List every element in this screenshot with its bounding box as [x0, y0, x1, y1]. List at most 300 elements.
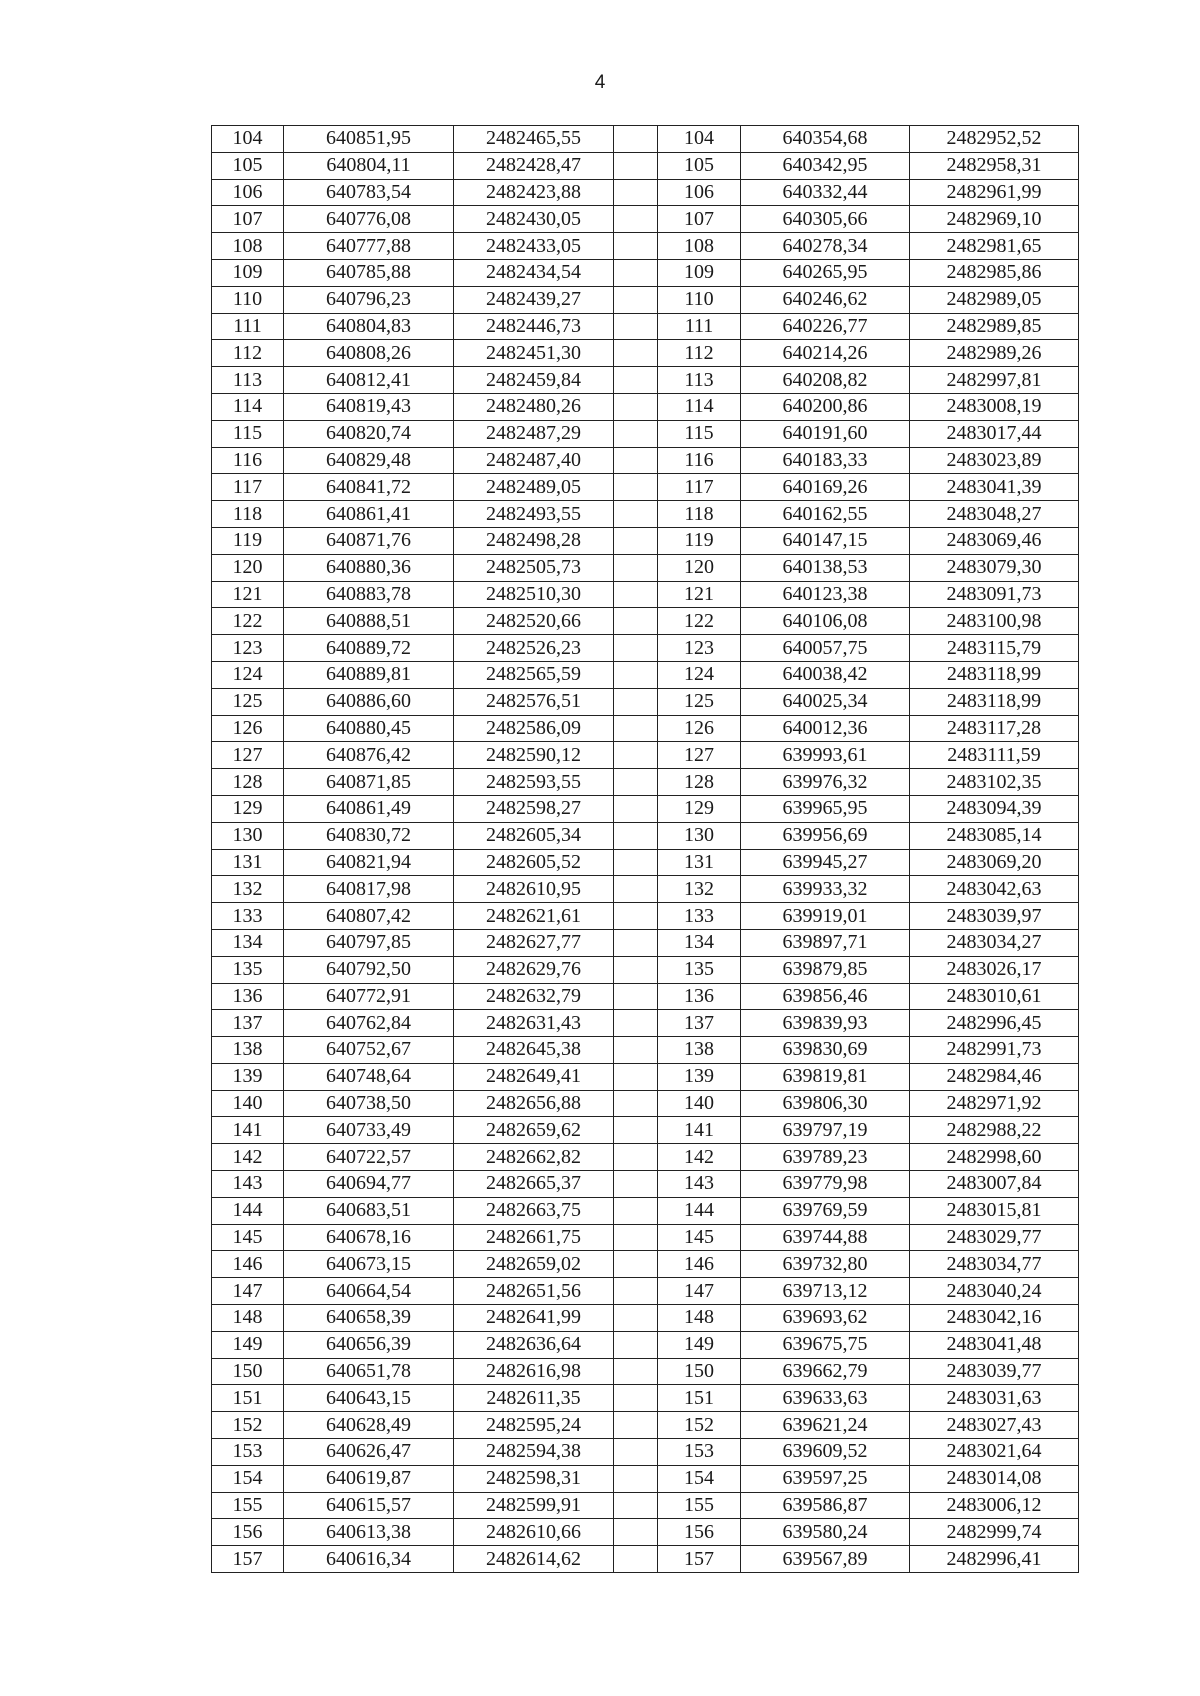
- left-x-coordinate-cell: 640777,88: [284, 233, 454, 260]
- right-point-number-cell: 138: [658, 1037, 741, 1064]
- right-x-coordinate-cell: 640305,66: [741, 206, 910, 233]
- table-row: [212, 447, 1079, 474]
- left-y-coordinate-cell: 2482480,26: [454, 393, 614, 420]
- right-x-coordinate-cell: 640162,55: [741, 501, 910, 528]
- left-y-coordinate-cell: 2482433,05: [454, 233, 614, 260]
- right-x-coordinate-cell: 640012,36: [741, 715, 910, 742]
- left-x-coordinate-cell: 640889,81: [284, 661, 454, 688]
- right-y-coordinate-cell: 2482988,22: [910, 1117, 1079, 1144]
- table-row: [212, 233, 1079, 260]
- empty-separator-cell: [614, 1251, 658, 1278]
- right-point-number-cell: 143: [658, 1171, 741, 1198]
- empty-separator-cell: [614, 1278, 658, 1305]
- left-x-coordinate-cell: 640861,49: [284, 795, 454, 822]
- right-y-coordinate-cell: 2483111,59: [910, 742, 1079, 769]
- right-y-coordinate-cell: 2483029,77: [910, 1224, 1079, 1251]
- left-y-coordinate-cell: 2482665,37: [454, 1171, 614, 1198]
- left-point-number-cell: 150: [212, 1358, 284, 1385]
- table-row: [212, 527, 1079, 554]
- empty-separator-cell: [614, 527, 658, 554]
- left-y-coordinate-cell: 2482614,62: [454, 1546, 614, 1573]
- right-point-number-cell: 151: [658, 1385, 741, 1412]
- left-y-coordinate-cell: 2482489,05: [454, 474, 614, 501]
- empty-separator-cell: [614, 822, 658, 849]
- right-x-coordinate-cell: 639662,79: [741, 1358, 910, 1385]
- right-x-coordinate-cell: 639713,12: [741, 1278, 910, 1305]
- left-point-number-cell: 141: [212, 1117, 284, 1144]
- table-row: [212, 340, 1079, 367]
- right-point-number-cell: 133: [658, 903, 741, 930]
- left-x-coordinate-cell: 640762,84: [284, 1010, 454, 1037]
- right-y-coordinate-cell: 2483034,27: [910, 929, 1079, 956]
- left-y-coordinate-cell: 2482459,84: [454, 367, 614, 394]
- right-y-coordinate-cell: 2483094,39: [910, 795, 1079, 822]
- empty-separator-cell: [614, 769, 658, 796]
- right-point-number-cell: 139: [658, 1063, 741, 1090]
- right-x-coordinate-cell: 639732,80: [741, 1251, 910, 1278]
- empty-separator-cell: [614, 447, 658, 474]
- table-row: [212, 1144, 1079, 1171]
- right-y-coordinate-cell: 2483023,89: [910, 447, 1079, 474]
- right-point-number-cell: 112: [658, 340, 741, 367]
- left-y-coordinate-cell: 2482487,29: [454, 420, 614, 447]
- empty-separator-cell: [614, 1305, 658, 1332]
- table-row: [212, 1063, 1079, 1090]
- left-y-coordinate-cell: 2482465,55: [454, 126, 614, 153]
- table-row: [212, 635, 1079, 662]
- left-x-coordinate-cell: 640772,91: [284, 983, 454, 1010]
- right-y-coordinate-cell: 2483008,19: [910, 393, 1079, 420]
- left-point-number-cell: 144: [212, 1197, 284, 1224]
- right-y-coordinate-cell: 2482996,41: [910, 1546, 1079, 1573]
- right-point-number-cell: 132: [658, 876, 741, 903]
- right-y-coordinate-cell: 2482985,86: [910, 259, 1079, 286]
- left-point-number-cell: 133: [212, 903, 284, 930]
- empty-separator-cell: [614, 474, 658, 501]
- left-point-number-cell: 108: [212, 233, 284, 260]
- left-point-number-cell: 130: [212, 822, 284, 849]
- left-point-number-cell: 132: [212, 876, 284, 903]
- left-point-number-cell: 104: [212, 126, 284, 153]
- table-row: [212, 1412, 1079, 1439]
- right-point-number-cell: 125: [658, 688, 741, 715]
- empty-separator-cell: [614, 126, 658, 153]
- right-y-coordinate-cell: 2483091,73: [910, 581, 1079, 608]
- left-y-coordinate-cell: 2482526,23: [454, 635, 614, 662]
- coordinates-table: [211, 125, 1079, 1573]
- empty-separator-cell: [614, 876, 658, 903]
- right-x-coordinate-cell: 639879,85: [741, 956, 910, 983]
- left-x-coordinate-cell: 640871,85: [284, 769, 454, 796]
- table-row: [212, 956, 1079, 983]
- right-point-number-cell: 108: [658, 233, 741, 260]
- table-row: [212, 1197, 1079, 1224]
- table-row: [212, 1358, 1079, 1385]
- left-y-coordinate-cell: 2482621,61: [454, 903, 614, 930]
- empty-separator-cell: [614, 554, 658, 581]
- left-point-number-cell: 124: [212, 661, 284, 688]
- left-point-number-cell: 138: [212, 1037, 284, 1064]
- left-point-number-cell: 137: [212, 1010, 284, 1037]
- table-row: [212, 126, 1079, 153]
- left-x-coordinate-cell: 640656,39: [284, 1331, 454, 1358]
- left-point-number-cell: 118: [212, 501, 284, 528]
- right-point-number-cell: 113: [658, 367, 741, 394]
- right-point-number-cell: 145: [658, 1224, 741, 1251]
- table-row: [212, 1492, 1079, 1519]
- right-y-coordinate-cell: 2483048,27: [910, 501, 1079, 528]
- empty-separator-cell: [614, 983, 658, 1010]
- right-x-coordinate-cell: 639976,32: [741, 769, 910, 796]
- left-y-coordinate-cell: 2482434,54: [454, 259, 614, 286]
- coordinates-table-body: [212, 126, 1079, 1573]
- right-y-coordinate-cell: 2483006,12: [910, 1492, 1079, 1519]
- right-point-number-cell: 142: [658, 1144, 741, 1171]
- table-row: [212, 474, 1079, 501]
- empty-separator-cell: [614, 1144, 658, 1171]
- left-y-coordinate-cell: 2482636,64: [454, 1331, 614, 1358]
- left-x-coordinate-cell: 640628,49: [284, 1412, 454, 1439]
- right-y-coordinate-cell: 2483102,35: [910, 769, 1079, 796]
- left-point-number-cell: 121: [212, 581, 284, 608]
- table-row: [212, 420, 1079, 447]
- table-row: [212, 286, 1079, 313]
- left-point-number-cell: 134: [212, 929, 284, 956]
- right-point-number-cell: 109: [658, 259, 741, 286]
- table-row: [212, 1251, 1079, 1278]
- left-point-number-cell: 128: [212, 769, 284, 796]
- empty-separator-cell: [614, 286, 658, 313]
- left-point-number-cell: 115: [212, 420, 284, 447]
- right-y-coordinate-cell: 2482989,85: [910, 313, 1079, 340]
- right-point-number-cell: 123: [658, 635, 741, 662]
- left-x-coordinate-cell: 640738,50: [284, 1090, 454, 1117]
- right-point-number-cell: 157: [658, 1546, 741, 1573]
- right-x-coordinate-cell: 640147,15: [741, 527, 910, 554]
- right-point-number-cell: 150: [658, 1358, 741, 1385]
- right-x-coordinate-cell: 640278,34: [741, 233, 910, 260]
- right-y-coordinate-cell: 2483039,97: [910, 903, 1079, 930]
- table-row: [212, 661, 1079, 688]
- right-point-number-cell: 134: [658, 929, 741, 956]
- empty-separator-cell: [614, 1224, 658, 1251]
- empty-separator-cell: [614, 661, 658, 688]
- left-y-coordinate-cell: 2482659,02: [454, 1251, 614, 1278]
- left-y-coordinate-cell: 2482659,62: [454, 1117, 614, 1144]
- right-x-coordinate-cell: 639586,87: [741, 1492, 910, 1519]
- left-y-coordinate-cell: 2482641,99: [454, 1305, 614, 1332]
- empty-separator-cell: [614, 1439, 658, 1466]
- right-point-number-cell: 106: [658, 179, 741, 206]
- left-x-coordinate-cell: 640643,15: [284, 1385, 454, 1412]
- right-y-coordinate-cell: 2483041,39: [910, 474, 1079, 501]
- left-point-number-cell: 143: [212, 1171, 284, 1198]
- right-y-coordinate-cell: 2483117,28: [910, 715, 1079, 742]
- right-x-coordinate-cell: 639580,24: [741, 1519, 910, 1546]
- left-point-number-cell: 131: [212, 849, 284, 876]
- left-y-coordinate-cell: 2482505,73: [454, 554, 614, 581]
- left-y-coordinate-cell: 2482661,75: [454, 1224, 614, 1251]
- right-point-number-cell: 107: [658, 206, 741, 233]
- left-y-coordinate-cell: 2482595,24: [454, 1412, 614, 1439]
- right-y-coordinate-cell: 2483118,99: [910, 661, 1079, 688]
- right-x-coordinate-cell: 639919,01: [741, 903, 910, 930]
- empty-separator-cell: [614, 688, 658, 715]
- empty-separator-cell: [614, 581, 658, 608]
- right-x-coordinate-cell: 640106,08: [741, 608, 910, 635]
- left-y-coordinate-cell: 2482565,59: [454, 661, 614, 688]
- right-point-number-cell: 119: [658, 527, 741, 554]
- left-point-number-cell: 142: [212, 1144, 284, 1171]
- left-x-coordinate-cell: 640673,15: [284, 1251, 454, 1278]
- left-y-coordinate-cell: 2482663,75: [454, 1197, 614, 1224]
- empty-separator-cell: [614, 903, 658, 930]
- right-y-coordinate-cell: 2483100,98: [910, 608, 1079, 635]
- empty-separator-cell: [614, 420, 658, 447]
- left-y-coordinate-cell: 2482605,34: [454, 822, 614, 849]
- right-point-number-cell: 127: [658, 742, 741, 769]
- left-x-coordinate-cell: 640880,45: [284, 715, 454, 742]
- right-point-number-cell: 105: [658, 152, 741, 179]
- left-point-number-cell: 136: [212, 983, 284, 1010]
- left-x-coordinate-cell: 640861,41: [284, 501, 454, 528]
- table-row: [212, 1519, 1079, 1546]
- right-x-coordinate-cell: 639693,62: [741, 1305, 910, 1332]
- right-x-coordinate-cell: 639797,19: [741, 1117, 910, 1144]
- right-point-number-cell: 141: [658, 1117, 741, 1144]
- right-y-coordinate-cell: 2482984,46: [910, 1063, 1079, 1090]
- left-x-coordinate-cell: 640851,95: [284, 126, 454, 153]
- right-y-coordinate-cell: 2482981,65: [910, 233, 1079, 260]
- left-y-coordinate-cell: 2482430,05: [454, 206, 614, 233]
- left-y-coordinate-cell: 2482632,79: [454, 983, 614, 1010]
- left-point-number-cell: 107: [212, 206, 284, 233]
- empty-separator-cell: [614, 1117, 658, 1144]
- left-point-number-cell: 116: [212, 447, 284, 474]
- table-row: [212, 688, 1079, 715]
- left-y-coordinate-cell: 2482576,51: [454, 688, 614, 715]
- left-x-coordinate-cell: 640678,16: [284, 1224, 454, 1251]
- right-x-coordinate-cell: 639830,69: [741, 1037, 910, 1064]
- left-y-coordinate-cell: 2482594,38: [454, 1439, 614, 1466]
- empty-separator-cell: [614, 715, 658, 742]
- empty-separator-cell: [614, 929, 658, 956]
- left-x-coordinate-cell: 640796,23: [284, 286, 454, 313]
- right-point-number-cell: 126: [658, 715, 741, 742]
- right-point-number-cell: 156: [658, 1519, 741, 1546]
- left-y-coordinate-cell: 2482631,43: [454, 1010, 614, 1037]
- right-x-coordinate-cell: 639779,98: [741, 1171, 910, 1198]
- right-x-coordinate-cell: 639956,69: [741, 822, 910, 849]
- table-row: [212, 1465, 1079, 1492]
- left-point-number-cell: 146: [212, 1251, 284, 1278]
- left-point-number-cell: 156: [212, 1519, 284, 1546]
- empty-separator-cell: [614, 1010, 658, 1037]
- right-x-coordinate-cell: 640138,53: [741, 554, 910, 581]
- page-number: 4: [594, 72, 606, 93]
- left-x-coordinate-cell: 640804,83: [284, 313, 454, 340]
- left-y-coordinate-cell: 2482423,88: [454, 179, 614, 206]
- left-x-coordinate-cell: 640821,94: [284, 849, 454, 876]
- left-x-coordinate-cell: 640807,42: [284, 903, 454, 930]
- right-point-number-cell: 128: [658, 769, 741, 796]
- table-row: [212, 152, 1079, 179]
- right-x-coordinate-cell: 640214,26: [741, 340, 910, 367]
- right-y-coordinate-cell: 2482969,10: [910, 206, 1079, 233]
- table-row: [212, 715, 1079, 742]
- right-x-coordinate-cell: 639993,61: [741, 742, 910, 769]
- empty-separator-cell: [614, 1492, 658, 1519]
- left-x-coordinate-cell: 640776,08: [284, 206, 454, 233]
- right-point-number-cell: 147: [658, 1278, 741, 1305]
- right-point-number-cell: 122: [658, 608, 741, 635]
- left-point-number-cell: 117: [212, 474, 284, 501]
- empty-separator-cell: [614, 1385, 658, 1412]
- left-point-number-cell: 125: [212, 688, 284, 715]
- left-y-coordinate-cell: 2482629,76: [454, 956, 614, 983]
- left-point-number-cell: 123: [212, 635, 284, 662]
- left-x-coordinate-cell: 640797,85: [284, 929, 454, 956]
- left-x-coordinate-cell: 640792,50: [284, 956, 454, 983]
- empty-separator-cell: [614, 956, 658, 983]
- right-y-coordinate-cell: 2482971,92: [910, 1090, 1079, 1117]
- right-point-number-cell: 146: [658, 1251, 741, 1278]
- right-x-coordinate-cell: 639933,32: [741, 876, 910, 903]
- right-point-number-cell: 121: [658, 581, 741, 608]
- left-x-coordinate-cell: 640694,77: [284, 1171, 454, 1198]
- empty-separator-cell: [614, 1063, 658, 1090]
- right-point-number-cell: 153: [658, 1439, 741, 1466]
- empty-separator-cell: [614, 340, 658, 367]
- table-row: [212, 929, 1079, 956]
- table-row: [212, 1278, 1079, 1305]
- right-point-number-cell: 135: [658, 956, 741, 983]
- right-x-coordinate-cell: 640332,44: [741, 179, 910, 206]
- right-x-coordinate-cell: 639621,24: [741, 1412, 910, 1439]
- empty-separator-cell: [614, 1197, 658, 1224]
- left-x-coordinate-cell: 640819,43: [284, 393, 454, 420]
- table-row: [212, 769, 1079, 796]
- right-x-coordinate-cell: 640183,33: [741, 447, 910, 474]
- table-row: [212, 554, 1079, 581]
- left-y-coordinate-cell: 2482616,98: [454, 1358, 614, 1385]
- right-point-number-cell: 140: [658, 1090, 741, 1117]
- right-x-coordinate-cell: 640038,42: [741, 661, 910, 688]
- right-x-coordinate-cell: 640200,86: [741, 393, 910, 420]
- right-point-number-cell: 124: [658, 661, 741, 688]
- right-x-coordinate-cell: 640265,95: [741, 259, 910, 286]
- right-y-coordinate-cell: 2483039,77: [910, 1358, 1079, 1385]
- left-point-number-cell: 157: [212, 1546, 284, 1573]
- left-x-coordinate-cell: 640883,78: [284, 581, 454, 608]
- right-y-coordinate-cell: 2482996,45: [910, 1010, 1079, 1037]
- table-row: [212, 795, 1079, 822]
- empty-separator-cell: [614, 1090, 658, 1117]
- left-x-coordinate-cell: 640886,60: [284, 688, 454, 715]
- right-y-coordinate-cell: 2483021,64: [910, 1439, 1079, 1466]
- empty-separator-cell: [614, 367, 658, 394]
- left-x-coordinate-cell: 640683,51: [284, 1197, 454, 1224]
- right-y-coordinate-cell: 2483017,44: [910, 420, 1079, 447]
- right-y-coordinate-cell: 2482989,05: [910, 286, 1079, 313]
- table-row: [212, 1171, 1079, 1198]
- left-point-number-cell: 110: [212, 286, 284, 313]
- left-x-coordinate-cell: 640871,76: [284, 527, 454, 554]
- right-y-coordinate-cell: 2482958,31: [910, 152, 1079, 179]
- left-y-coordinate-cell: 2482510,30: [454, 581, 614, 608]
- table-row: [212, 822, 1079, 849]
- right-y-coordinate-cell: 2483015,81: [910, 1197, 1079, 1224]
- right-y-coordinate-cell: 2482999,74: [910, 1519, 1079, 1546]
- left-x-coordinate-cell: 640722,57: [284, 1144, 454, 1171]
- left-y-coordinate-cell: 2482593,55: [454, 769, 614, 796]
- left-point-number-cell: 149: [212, 1331, 284, 1358]
- left-x-coordinate-cell: 640889,72: [284, 635, 454, 662]
- left-point-number-cell: 147: [212, 1278, 284, 1305]
- left-x-coordinate-cell: 640616,34: [284, 1546, 454, 1573]
- left-y-coordinate-cell: 2482586,09: [454, 715, 614, 742]
- right-point-number-cell: 131: [658, 849, 741, 876]
- left-point-number-cell: 127: [212, 742, 284, 769]
- right-x-coordinate-cell: 640123,38: [741, 581, 910, 608]
- empty-separator-cell: [614, 849, 658, 876]
- left-y-coordinate-cell: 2482605,52: [454, 849, 614, 876]
- right-x-coordinate-cell: 640342,95: [741, 152, 910, 179]
- left-x-coordinate-cell: 640664,54: [284, 1278, 454, 1305]
- right-x-coordinate-cell: 639675,75: [741, 1331, 910, 1358]
- left-y-coordinate-cell: 2482649,41: [454, 1063, 614, 1090]
- empty-separator-cell: [614, 501, 658, 528]
- table-row: [212, 1331, 1079, 1358]
- left-point-number-cell: 122: [212, 608, 284, 635]
- left-point-number-cell: 148: [212, 1305, 284, 1332]
- empty-separator-cell: [614, 1519, 658, 1546]
- table-row: [212, 259, 1079, 286]
- right-y-coordinate-cell: 2483069,20: [910, 849, 1079, 876]
- left-y-coordinate-cell: 2482599,91: [454, 1492, 614, 1519]
- left-y-coordinate-cell: 2482645,38: [454, 1037, 614, 1064]
- table-row: [212, 501, 1079, 528]
- table-row: [212, 206, 1079, 233]
- right-x-coordinate-cell: 639597,25: [741, 1465, 910, 1492]
- right-point-number-cell: 104: [658, 126, 741, 153]
- left-y-coordinate-cell: 2482627,77: [454, 929, 614, 956]
- empty-separator-cell: [614, 795, 658, 822]
- left-point-number-cell: 112: [212, 340, 284, 367]
- right-y-coordinate-cell: 2483085,14: [910, 822, 1079, 849]
- right-y-coordinate-cell: 2483026,17: [910, 956, 1079, 983]
- right-point-number-cell: 152: [658, 1412, 741, 1439]
- left-point-number-cell: 120: [212, 554, 284, 581]
- right-y-coordinate-cell: 2482961,99: [910, 179, 1079, 206]
- right-x-coordinate-cell: 640057,75: [741, 635, 910, 662]
- left-x-coordinate-cell: 640888,51: [284, 608, 454, 635]
- right-y-coordinate-cell: 2483042,63: [910, 876, 1079, 903]
- empty-separator-cell: [614, 635, 658, 662]
- left-x-coordinate-cell: 640783,54: [284, 179, 454, 206]
- right-y-coordinate-cell: 2483041,48: [910, 1331, 1079, 1358]
- right-point-number-cell: 120: [658, 554, 741, 581]
- left-y-coordinate-cell: 2482439,27: [454, 286, 614, 313]
- right-x-coordinate-cell: 639856,46: [741, 983, 910, 1010]
- right-y-coordinate-cell: 2483040,24: [910, 1278, 1079, 1305]
- table-row: [212, 1385, 1079, 1412]
- table-row: [212, 876, 1079, 903]
- table-row: [212, 1305, 1079, 1332]
- empty-separator-cell: [614, 1546, 658, 1573]
- left-point-number-cell: 119: [212, 527, 284, 554]
- right-point-number-cell: 144: [658, 1197, 741, 1224]
